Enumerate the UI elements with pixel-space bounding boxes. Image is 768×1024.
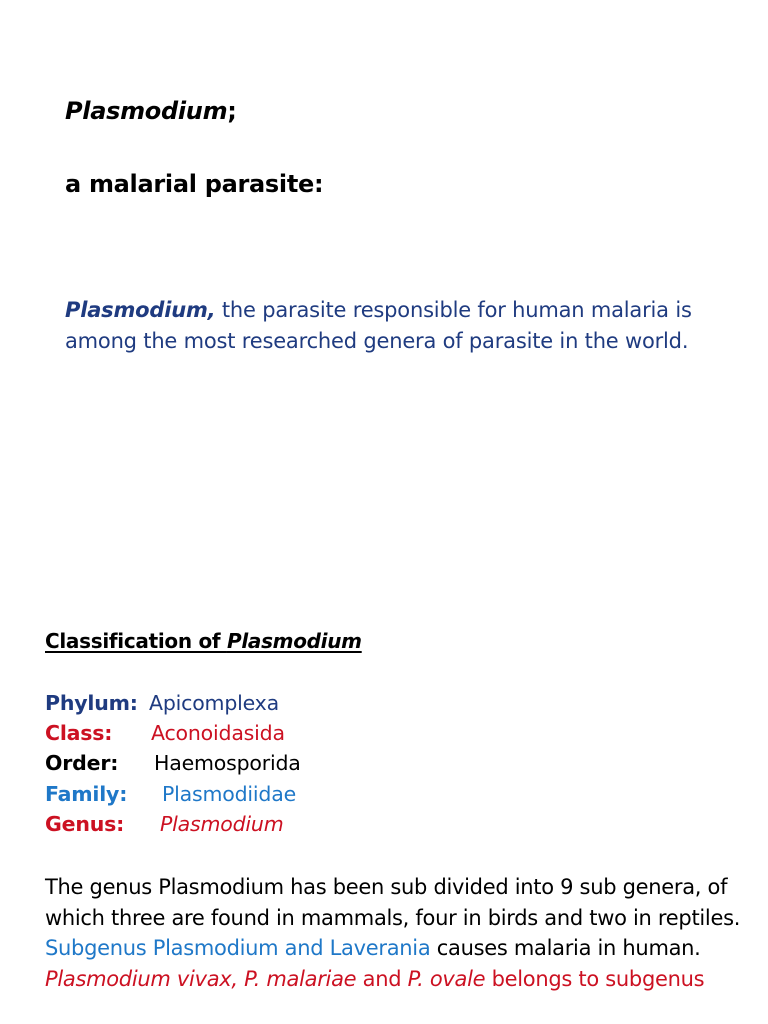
human-malaria-text: causes malaria in human.	[430, 936, 701, 960]
page-subtitle: a malarial parasite:	[65, 170, 324, 198]
subgenera-sentence: The genus Plasmodium has been sub divided into 9 sub genera, of which three are found in mammals, four in birds and two in reptiles.	[45, 875, 741, 930]
classification-row-family	[45, 780, 296, 808]
phylum-value: Apicomplexa	[149, 691, 279, 715]
intro-text: the parasite responsible for human malaria is among the most researched genera of parasite in the world.	[65, 298, 692, 353]
genus-label: Genus:	[45, 812, 125, 836]
intro-genus: Plasmodium,	[65, 298, 216, 322]
classification-row-class	[45, 719, 285, 747]
subgenera-paragraph	[45, 872, 745, 994]
intro-paragraph	[65, 295, 735, 357]
title-punct: ;	[227, 97, 237, 125]
class-label: Class:	[45, 721, 113, 745]
species-list-1: Plasmodium vivax, P. malariae	[45, 966, 357, 991]
classification-heading	[45, 627, 362, 655]
order-value: Haemosporida	[154, 751, 301, 775]
species-and: and	[356, 966, 408, 991]
classification-row-phylum	[45, 689, 279, 717]
page-title	[65, 96, 237, 126]
family-value: Plasmodiidae	[162, 782, 297, 806]
classification-row-genus	[45, 810, 283, 838]
classification-row-order	[45, 749, 301, 777]
title-genus: Plasmodium	[65, 97, 228, 125]
genus-value: Plasmodium	[160, 812, 284, 836]
human-subgenus-text: Subgenus Plasmodium and Laverania	[45, 936, 431, 960]
family-label: Family:	[45, 782, 128, 806]
order-label: Order:	[45, 751, 119, 775]
species-belongs-text: belongs to subgenus	[485, 966, 705, 991]
class-value: Aconoidasida	[151, 721, 285, 745]
classification-heading-prefix: Classification of	[45, 629, 227, 653]
phylum-label: Phylum:	[45, 691, 138, 715]
classification-heading-genus: Plasmodium	[226, 629, 362, 653]
species-list-2: P. ovale	[407, 966, 486, 991]
